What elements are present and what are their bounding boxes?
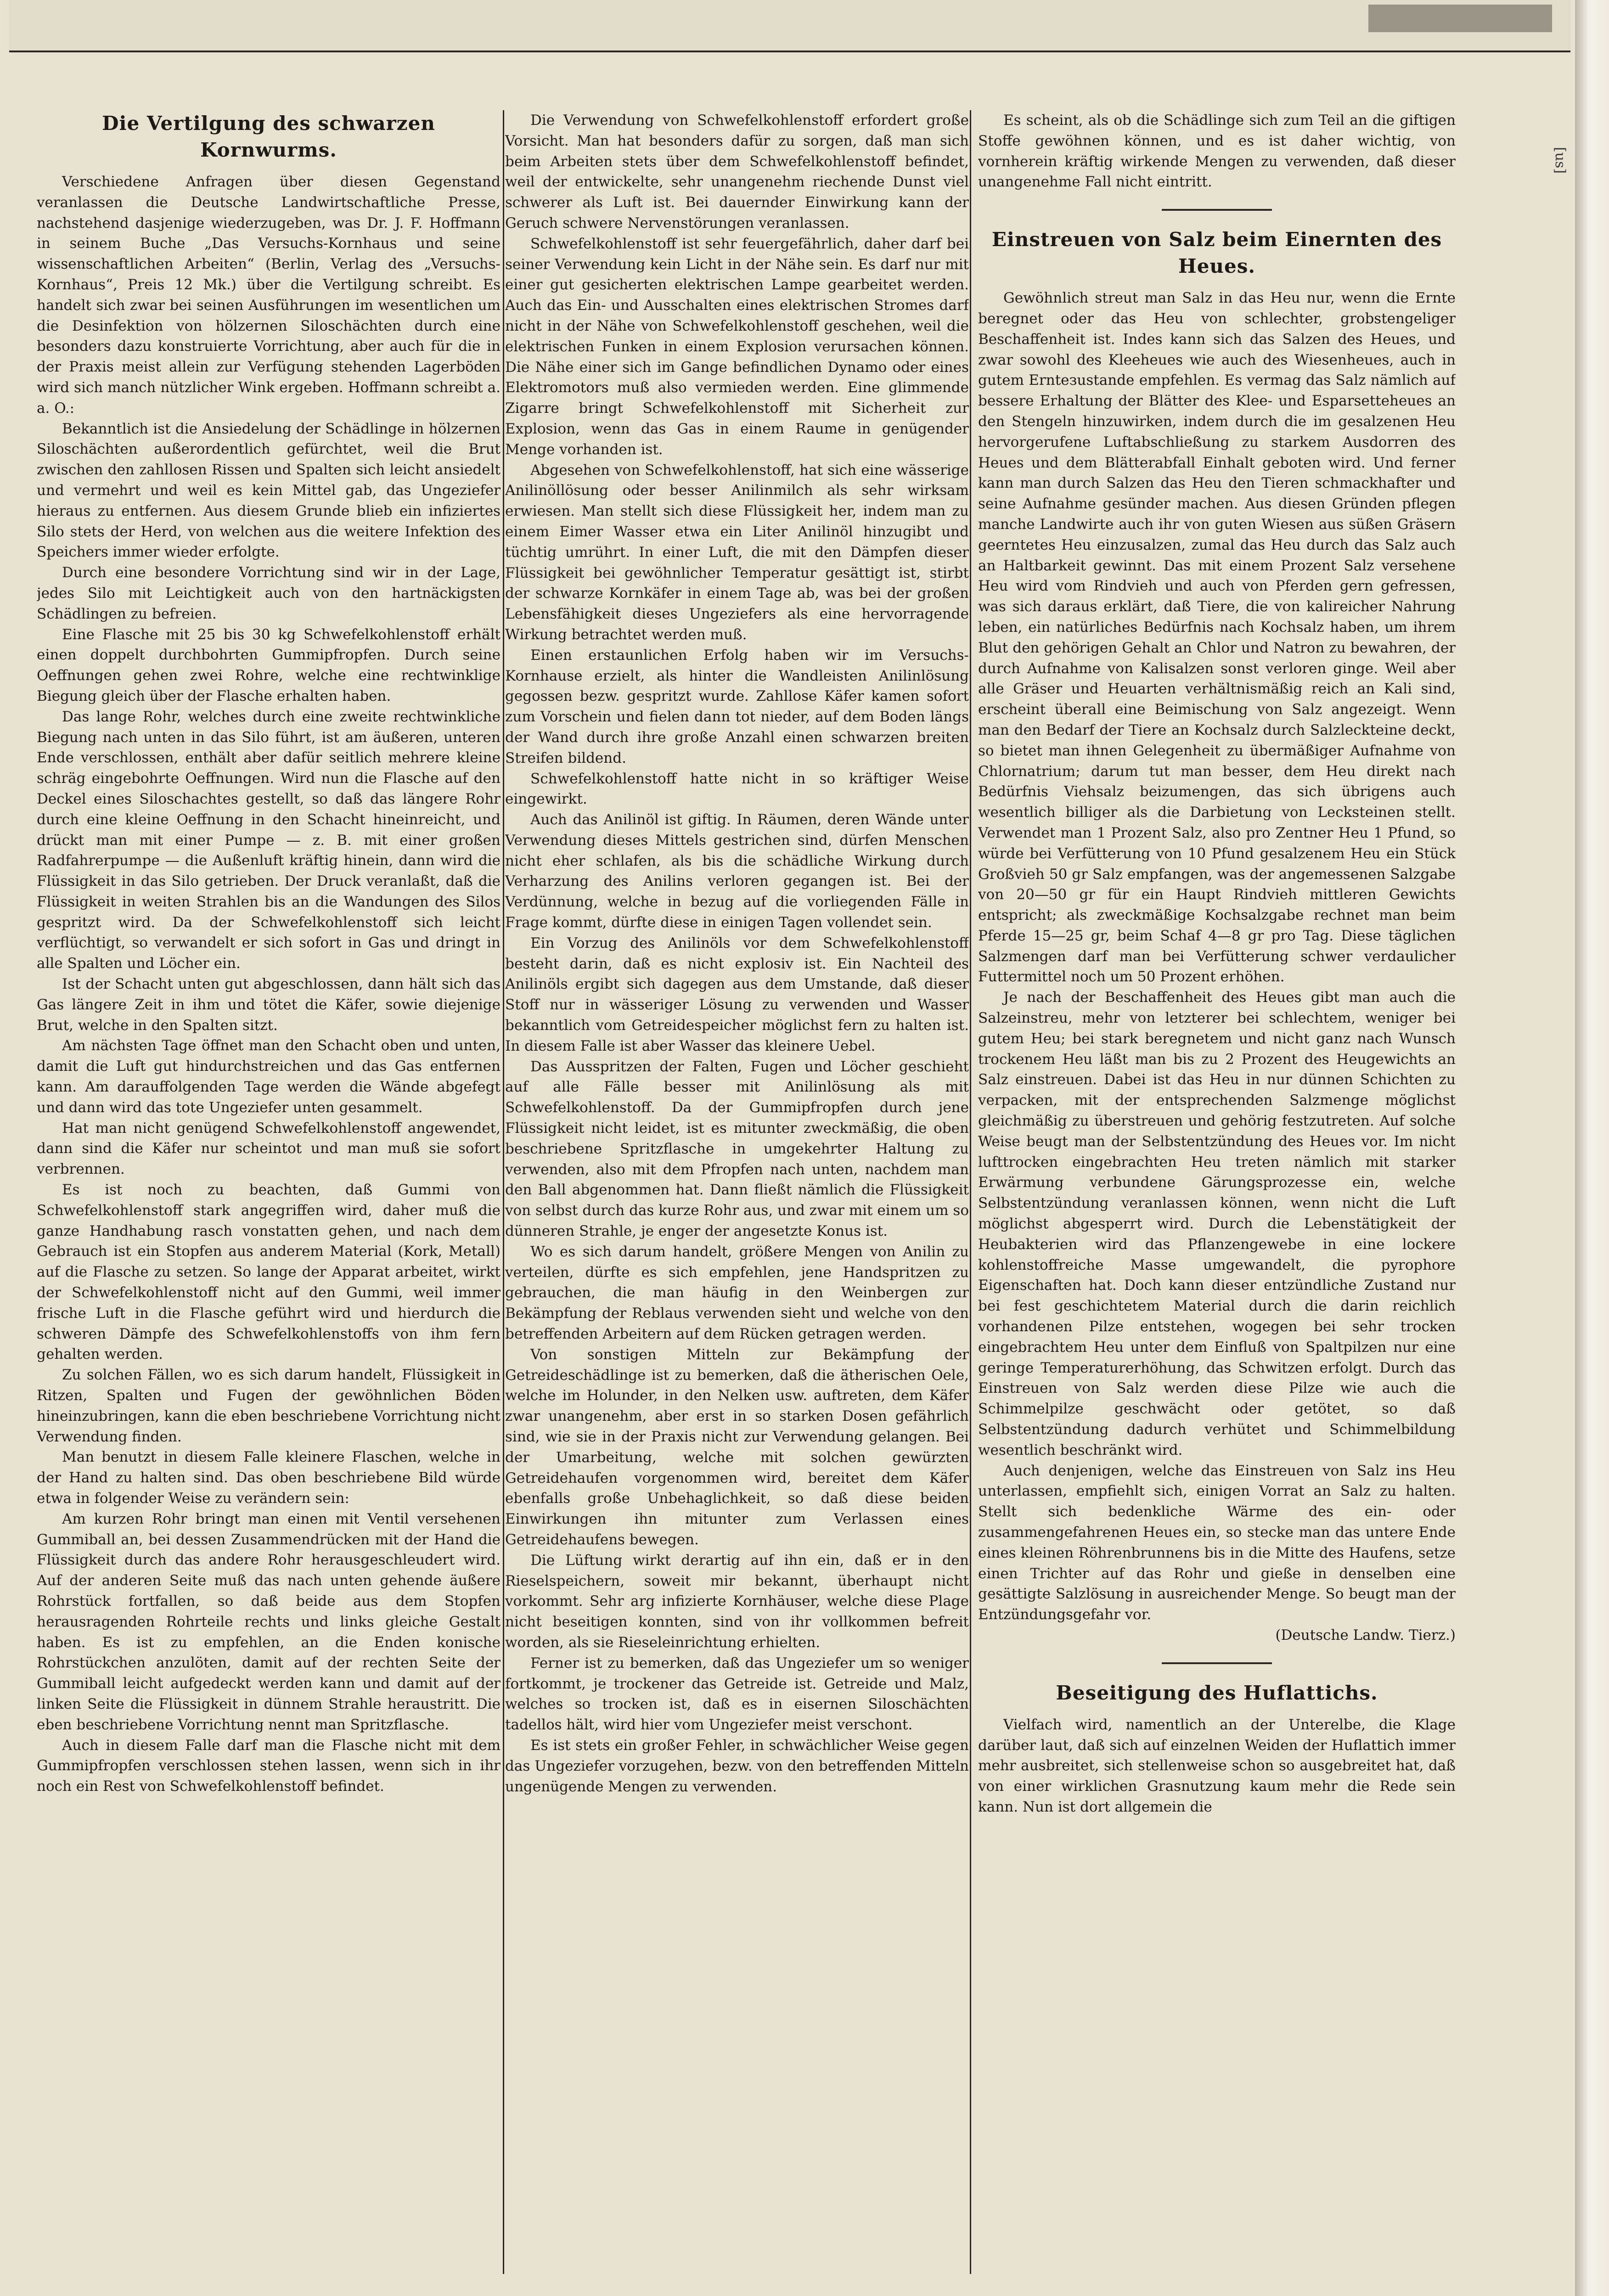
paragraph: Das Ausspritzen der Falten, Fugen und Löcher geschieht auf alle Fälle besser mit Anilinlösung als mit Schwefelkohlenstoff. Da der Gummipfropfen durch jene Flüssigkeit nicht leidet, ist es mitunter zweckmäßig, die oben beschriebene Spritzflasche in umgekehrter Haltung zu verwenden, also mit dem Pfropfen nach unten, nachdem man den Ball abgenommen hat. Dann fließt nämlich die Flüssigkeit von selbst durch das kurze Rohr aus, und zwar mit einem um so dünneren Strahle, je enger der angesetzte Konus ist. [505,1058,969,1240]
paragraph: Das lange Rohr, welches durch eine zweite rechtwinkliche Biegung nach unten in das Silo führt, ist am äußeren, unteren Ende verschlossen, enthält aber dafür seitlich mehrere kleine schräg eingebohrte Oeffnungen. Wird nun die Flasche auf den Deckel eines Siloschachtes gestellt, so daß das längere Rohr durch eine kleine Oeffnung in den Schacht hineinreicht, und drückt man mit einer Pumpe — z. B. mit einer großen Radfahrerpumpe — die Außenluft kräftig hinein, dann wird die Flüssigkeit in das Silo getrieben. Der Druck veranlaßt, daß die Flüssigkeit in weiten Strahlen bis an die Wandungen des Silos gespritzt wird. Da der Schwefelkohlenstoff sich leicht verflüchtigt, so verwandelt er sich sofort in Gas und dringt in alle Spalten und Löcher ein. [37,708,501,972]
paragraph: Einen erstaunlichen Erfolg haben wir im Versuchs-Kornhause erzielt, als hinter die Wandleisten Anilinlösung gegossen bezw. gespritzt wurde. Zahllose Käfer kamen sofort zum Vorschein und fielen dann tot nieder, auf dem Boden längs der Wand durch ihre große Anzahl einen schwarzen breiten Streifen bildend. [505,647,969,766]
paragraph: Auch das Anilinöl ist giftig. In Räumen, deren Wände unter Verwendung dieses Mittels gestrichen sind, dürfen Menschen nicht eher schlafen, als bis die schädliche Wirkung durch Verharzung des Anilins verloren gegangen ist. Bei der Verdünnung, welche in bezug auf die vorliegenden Fälle in Frage kommt, dürfte diese in einigen Tagen vollendet sein. [505,811,969,931]
paragraph: Wo es sich darum handelt, größere Mengen von Anilin zu verteilen, dürfte es sich empfehlen, jene Handspritzen zu gebrauchen, die man häufig in den Weinbergen zur Bekämpfung der Reblaus verwenden sieht und welche von den betreffenden Arbeitern auf dem Rücken getragen werden. [505,1243,969,1343]
paragraph: Man benutzt in diesem Falle kleinere Flaschen, welche in der Hand zu halten sind. Das oben beschriebene Bild würde etwa in folgender Weise zu verändern sein: [37,1449,501,1507]
paragraph: Eine Flasche mit 25 bis 30 kg Schwefelkohlenstoff erhält einen doppelt durchbohrten Gummipfropfen. Durch seine Oeffnungen gehen zwei Rohre, welche eine rechtwinklige Biegung gleich über der Flasche erhalten haben. [37,626,501,704]
paragraph: Je nach der Beschaffenheit des Heues gibt man auch die Salzeinstreu, mehr von letzterer bei schlechtem, weniger bei gutem Heu; bei stark beregnetem und nicht ganz nach Wunsch trockenem Heu läßt man bis zu 2 Prozent des Heugewichts an Salz einstreuen. Dabei ist das Heu in nur dünnen Schichten zu verpacken, mit der entsprechenden Salzmenge möglichst gleichmäßig zu überstreuen und gehörig festzutreten. Auf solche Weise beugt man der Selbstentzündung des Heues vor. Im nicht lufttrocken eingebrachten Heu treten nämlich mit starker Erwärmung verbundene Gärungsprozesse ein, welche Selbstentzündung veranlassen können, wenn nicht die Luft möglichst abgesperrt wird. Durch die Lebenstätigkeit der Heubakterien wird das Pflanzengewebe in eine lockere kohlenstoffreiche Masse umgewandelt, die pyrophore Eigenschaften hat. Doch kann dieser entzündliche Zustand nur bei fest geschichtetem Material durch die darin reichlich vorhandenen Pilze entstehen, wogegen bei sehr trocken eingebrachtem Heu unter dem Einfluß von Spaltpilzen nur eine geringe Temperaturerhöhung, das Schwitzen erfolgt. Durch das Einstreuen von Salz werden diese Pilze wie auch die Schimmelpilze geschwächt oder getötet, so daß Selbstentzündung dadurch verhütet und Schimmelbildung wesentlich beschränkt wird. [978,989,1456,1458]
margin-note: [us] [1552,147,1568,174]
paragraph: Durch eine besondere Vorrichtung sind wir in der Lage, jedes Silo mit Leichtigkeit auch von den hartnäckigsten Schädlingen zu befreien. [37,564,501,622]
paragraph: Hat man nicht genügend Schwefelkohlenstoff angewendet, dann sind die Käfer nur scheintot und man muß sie sofort verbrennen. [37,1120,501,1178]
paragraph: Bekanntlich ist die Ansiedelung der Schädlinge in hölzernen Siloschächten außerordentlich gefürchtet, weil die Brut zwischen den zahllosen Rissen und Spalten sich leicht ansiedelt und vermehrt und weil es kein Mittel gab, das Ungeziefer hieraus zu entfernen. Aus diesem Grunde blieb ein infiziertes Silo stets der Herd, von welchen aus die weitere Infektion des Speichers immer wieder erfolgte. [37,420,501,561]
paragraph: Auch denjenigen, welche das Einstreuen von Salz ins Heu unterlassen, empfiehlt sich, einigen Vorrat an Salz zu halten. Stellt sich bedenkliche Wärme des ein- oder zusammengefahrenen Heues ein, so stecke man das untere Ende eines kleinen Röhrenbrunnens bis in die Mitte des Haufens, setze einen Trichter auf das Rohr und gieße in denselben eine gesättigte Salzlösung in ausreichender Menge. So beugt man der Entzündungsgefahr vor. [978,1462,1456,1623]
paragraph: Es ist stets ein großer Fehler, in schwächlicher Weise gegen das Ungeziefer vorzugehen, bezw. von den betreffenden Mitteln ungenügende Mengen zu verwenden. [505,1737,969,1795]
paragraph: Ein Vorzug des Anilinöls vor dem Schwefelkohlenstoff besteht darin, daß es nicht explosiv ist. Ein Nachteil des Anilinöls ergibt sich dagegen aus dem Umstande, daß dieser Stoff nur in wässeriger Lösung zu verwenden und Wasser bekanntlich vom Getreidespeicher möglichst fern zu halten ist. In diesem Falle ist aber Wasser das kleinere Uebel. [505,934,969,1054]
paragraph: Es scheint, als ob die Schädlinge sich zum Teil an die giftigen Stoffe gewöhnen können, und es ist daher wichtig, von vornherein kräftig wirkende Mengen zu verwenden, daß dieser unangenehme Fall nicht eintritt. [978,112,1456,191]
article-divider [1162,209,1272,211]
paragraph: Ferner ist zu bemerken, daß das Ungeziefer um so weniger fortkommt, je trockener das Getreide ist. Getreide und Malz, welches so trocken ist, daß es in eisernen Siloschächten tadellos hält, wird hier vom Ungeziefer meist verschont. [505,1654,969,1733]
paragraph: Die Verwendung von Schwefelkohlenstoff erfordert große Vorsicht. Man hat besonders dafür zu sorgen, daß man sich beim Arbeiten stets über dem Schwefelkohlenstoff befindet, weil der entwickelte, sehr unangenehm riechende Dunst viel schwerer als Luft ist. Bei dauernder Einwirkung kann der Geruch schwere Nervenstörungen veranlassen. [505,112,969,231]
paragraph: Schwefelkohlenstoff ist sehr feuergefährlich, daher darf bei seiner Verwendung kein Licht in der Nähe sein. Es darf nur mit einer gut gesicherten elektrischen Lampe gearbeitet werden. Auch das Ein- und Ausschalten eines elektrischen Stromes darf nicht in der Nähe von Schwefelkohlenstoff geschehen, weil die elektrischen Funken in einem Explosion verursachen können. Die Nähe einer sich im Gange befindlichen Dynamo oder eines Elektromotors muß also vermieden werden. Eine glimmende Zigarre bringt Schwefelkohlenstoff mit Sicherheit zur Explosion, wenn das Gas in einem Raume in genügender Menge vorhanden ist. [505,235,969,458]
column-rule-2 [970,110,971,2274]
paragraph: Von sonstigen Mitteln zur Bekämpfung der Getreideschädlinge ist zu bemerken, daß die ätherischen Oele, welche im Holunder, in den Nelken usw. auftreten, dem Käfer zwar unangenehm, aber erst in so starken Dosen gefährlich sind, wie sie in der Praxis nicht zur Verwendung gelangen. Bei der Umarbeitung, welche mit solchen gewürzten Getreidehaufen vorgenommen wird, bereitet dem Käfer ebenfalls große Unbehaglichkeit, so daß diese beiden Einwirkungen ihn mitunter zum Verlassen eines Getreidehaufens bewegen. [505,1346,969,1548]
article-title-huflattich: Beseitigung des Huflattichs. [1056,1681,1378,1704]
page-edge [1575,0,1609,2296]
column-2 [505,110,969,2283]
paragraph: Abgesehen von Schwefelkohlenstoff, hat sich eine wässerige Anilinöllösung oder besser Anilinmilch als sehr wirksam erwiesen. Man stellt sich diese Flüssigkeit her, indem man zu einem Eimer Wasser etwa ein Liter Anilinöl hinzugibt und tüchtig umrührt. In einer Luft, die mit den Dämpfen dieser Flüssigkeit bei gewöhnlicher Temperatur gesättigt ist, stirbt der schwarze Kornkäfer in einem Tage ab, was bei der großen Lebensfähigkeit dieses Ungeziefers als eine hervorragende Wirkung betrachtet werden muß. [505,461,969,643]
paragraph: Die Lüftung wirkt derartig auf ihn ein, daß er in den Rieselspeichern, soweit mir bekannt, überhaupt nicht vorkommt. Sehr arg infizierte Kornhäuser, welche diese Plage nicht beseitigen konnten, sind von ihr vollkommen befreit worden, als sie Rieseleinrichtung erhielten. [505,1552,969,1651]
paragraph: Gewöhnlich streut man Salz in das Heu nur, wenn die Ernte beregnet oder das Heu von schlechter, grobstengeliger Beschaffenheit ist. Indes kann sich das Salzen des Heues, und zwar sowohl des Kleeheues wie auch des Wiesenheues, auch in gutem Ernteзustande empfehlen. Es vermag das Salz nämlich auf bessere Erhaltung der Blätter des Klee- und Esparsetteheues an den Stengeln hinzuwirken, indem durch die im gesalzenen Heu hervorgerufene Luftabschließung zu starkem Ausdorren des Heues und dem Blätterabfall Einhalt geboten wird. Und ferner kann man durch Salzen das Heu den Tieren schmackhafter und seine Aufnahme gesünder machen. Aus diesen Gründen pflegen manche Landwirte auch ihr von guten Wiesen aus süßen Gräsern geerntetes Heu einzusalzen, zumal das Heu durch das Salz auch an Haltbarkeit gewinnt. Das mit einem Prozent Salz versehene Heu wird vom Rindvieh und auch von Pferden gern gefressen, was sich daraus erklärt, daß Tiere, die von kalireicher Nahrung leben, ein natürliches Bedürfnis nach Kochsalz haben, um ihrem Blut den gehörigen Gehalt an Chlor und Natron zu bewahren, der durch Aufnahme von Kalisalzen sonst verloren ginge. Weil aber alle Gräser und Heuarten verhältnismäßig reich an Kali sind, erscheint überall eine Beimischung von Salz angezeigt. Wenn man den Bedarf der Tiere an Kochsalz durch Salzleckteine deckt, so bietet man ihnen Gelegenheit zu übermäßiger Aufnahme von Chlornatrium; darum tut man besser, dem Heu direkt nach Bedürfnis Viehsalz beizumengen, das sich übrigens auch wesentlich billiger als die Darbietung von Lecksteinen stellt. Verwendet man 1 Prozent Salz, also pro Zentner Heu 1 Pfund, so würde bei Verfütterung von 10 Pfund gesalzenem Heu ein Stück Großvieh 50 gr Salz empfangen, was der angemessenen Salzgabe von 20—50 gr für ein Haupt Rindvieh mittleren Gewichts entspricht; als zweckmäßige Kochsalzgabe rechnet man beim Pferde 15—25 gr, beim Schaf 4—8 gr pro Tag. Diese täglichen Salzmengen darf man bei Verfütterung schwer verdaulicher Futtermittel noch um 50 Prozent erhöhen. [978,290,1456,985]
paragraph: Vielfach wird, namentlich an der Unterelbe, die Klage darüber laut, daß sich auf einzelnen Weiden der Huflattich immer mehr ausbreitet, sich stellenweise schon so ausgebreitet hat, daß von einer wirklichen Grasnutzung kaum mehr die Rede sein kann. Nun ist dort allgemein die [978,1716,1456,1815]
paragraph: Am kurzen Rohr bringt man einen mit Ventil versehenen Gummiball an, bei dessen Zusammendrücken mit der Hand die Flüssigkeit durch das andere Rohr herausgeschleudert wird. Auf der anderen Seite muß das nach unten gehende äußere Rohrstück fortfallen, so daß beide aus dem Stopfen herausragenden Rohrteile rechts und links gleiche Gestalt haben. Es ist zu empfehlen, an die Enden konische Rohrstückchen anzulöten, damit auf der rechten Seite der Gummiball leicht aufgedeckt werden kann und damit auf der linken Seite die Flüssigkeit in dünnem Strahle heraustritt. Die eben beschriebene Vorrichtung nennt man Spritzflasche. [37,1510,501,1733]
column-3 [978,110,1456,2283]
paragraph: Am nächsten Tage öffnet man den Schacht oben und unten, damit die Luft gut hindurchstreichen und das Gas entfernen kann. Am darauffolgenden Tage werden die Wände abgefegt und dann wird das tote Ungeziefer unten gesammelt. [37,1037,501,1116]
paragraph: Verschiedene Anfragen über diesen Gegenstand veranlassen die Deutsche Landwirtschaftliche Presse, nachstehend dasjenige wiederzugeben, was Dr. J. F. Hoffmann in seinem Buche „Das Versuchs-Kornhaus und seine wissenschaftlichen Arbeiten“ (Berlin, Verlag des „Versuchs-Kornhaus“, Preis 12 Mk.) über die Vertilgung schreibt. Es handelt sich zwar bei seinen Ausführungen im wesentlichen um die Desinfektion von hölzernen Siloschächten durch eine besonders dazu konstruierte Vorrichtung, aber auch für die in der Praxis meist allein zur Verfügung stehenden Lagerböden wird sich manch nützlicher Wink ergeben. Hoffmann schreibt a. a. O.: [37,174,501,416]
cropped-header-print [1368,5,1552,32]
paragraph: Zu solchen Fällen, wo es sich darum handelt, Flüssigkeit in Ritzen, Spalten und Fugen der gewöhnlichen Böden hineinzubringen, kann die eben beschriebene Vorrichtung nicht Verwendung finden. [37,1367,501,1445]
column-rule-1 [503,110,504,2274]
article-title-salz: Einstreuen von Salz beim Einernten des Heues. [991,228,1442,278]
paragraph: Auch in diesem Falle darf man die Flasche nicht mit dem Gummipfropfen verschlossen stehen lassen, wenn sich in ihr noch ein Rest von Schwefelkohlenstoff befindet. [37,1737,501,1795]
article-divider [1162,1662,1272,1664]
page-header-strip [9,0,1570,52]
column-1 [37,110,501,2283]
paragraph: Es ist noch zu beachten, daß Gummi von Schwefelkohlenstoff stark angegriffen wird, daher muß die ganze Handhabung rasch vonstatten gehen, und nach dem Gebrauch ist ein Stopfen aus anderem Material (Kork, Metall) auf die Flasche zu setzen. So lange der Apparat arbeitet, wirkt der Schwefelkohlenstoff nicht auf den Gummi, weil immer frische Luft in die Flasche geführt wird und hierdurch die schweren Dämpfe des Schwefelkohlenstoffs von ihm fern gehalten werden. [37,1182,501,1363]
article-title-kornwurm: Die Vertilgung des schwarzen Kornwurms. [102,112,435,161]
paragraph: Ist der Schacht unten gut abgeschlossen, dann hält sich das Gas längere Zeit in ihm und tötet die Käfer, sowie diejenige Brut, welche in den Spalten sitzt. [37,976,501,1034]
source-attribution: (Deutsche Landw. Tierz.) [1275,1626,1456,1643]
paragraph: Schwefelkohlenstoff hatte nicht in so kräftiger Weise eingewirkt. [505,770,969,808]
